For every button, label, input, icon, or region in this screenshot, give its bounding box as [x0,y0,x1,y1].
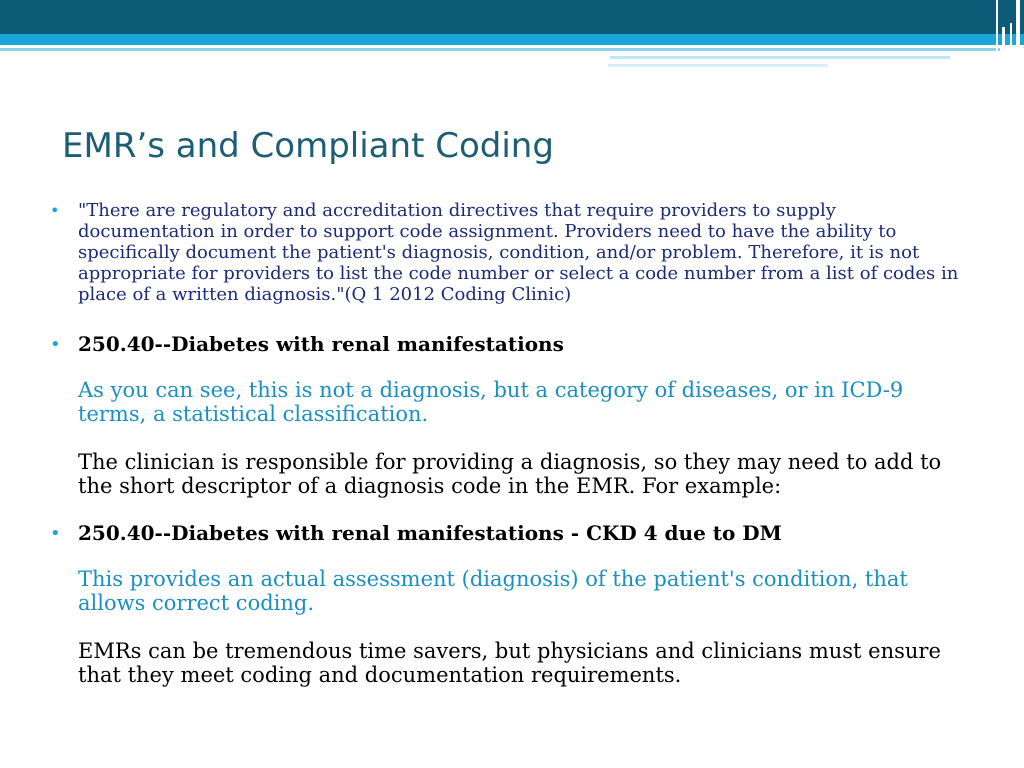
bullet-dot-icon: • [50,334,61,355]
bullet-item-quote [50,200,970,305]
slide-content [50,200,970,687]
header-band [0,0,1024,34]
header-stripe [0,34,1024,45]
header-line-shorter [608,64,828,67]
header-line-short [610,56,950,59]
bullet-item-example-2 [50,521,970,687]
coding-clinic-quote: "There are regulatory and accreditation directives that require providers to supply documentation in order to support code assignment. Providers need to have the ability to specifically document the patient's diagnosis, condition, and/or problem. Therefore, it is not appropriate for providers to list the code number or select a code number from a list of codes in place of a written diagnosis."(Q 1 2012 Coding Clinic) [78,200,959,305]
code-heading: 250.40--Diabetes with renal manifestations [78,332,564,356]
code-heading: 250.40--Diabetes with renal manifestations - CKD 4 due to DM [78,521,782,545]
bullet-dot-icon: • [50,523,61,544]
code-body: The clinician is responsible for providing a diagnosis, so they may need to add to the short descriptor of a diagnosis code in the EMR. For example: [78,450,942,498]
header-right-bars [992,0,1024,70]
code-body: EMRs can be tremendous time savers, but physicians and clinicians must ensure that they meet coding and documentation requirements. [78,639,941,687]
code-note: As you can see, this is not a diagnosis, but a category of diseases, or in ICD-9 terms, a statistical classification. [78,378,904,426]
bullet-item-example-1 [50,332,970,498]
bullet-dot-icon: • [50,201,60,220]
slide-title: EMR’s and Compliant Coding [62,126,554,166]
header-line [0,48,1000,51]
code-note: This provides an actual assessment (diagnosis) of the patient's condition, that allows correct coding. [78,567,908,615]
